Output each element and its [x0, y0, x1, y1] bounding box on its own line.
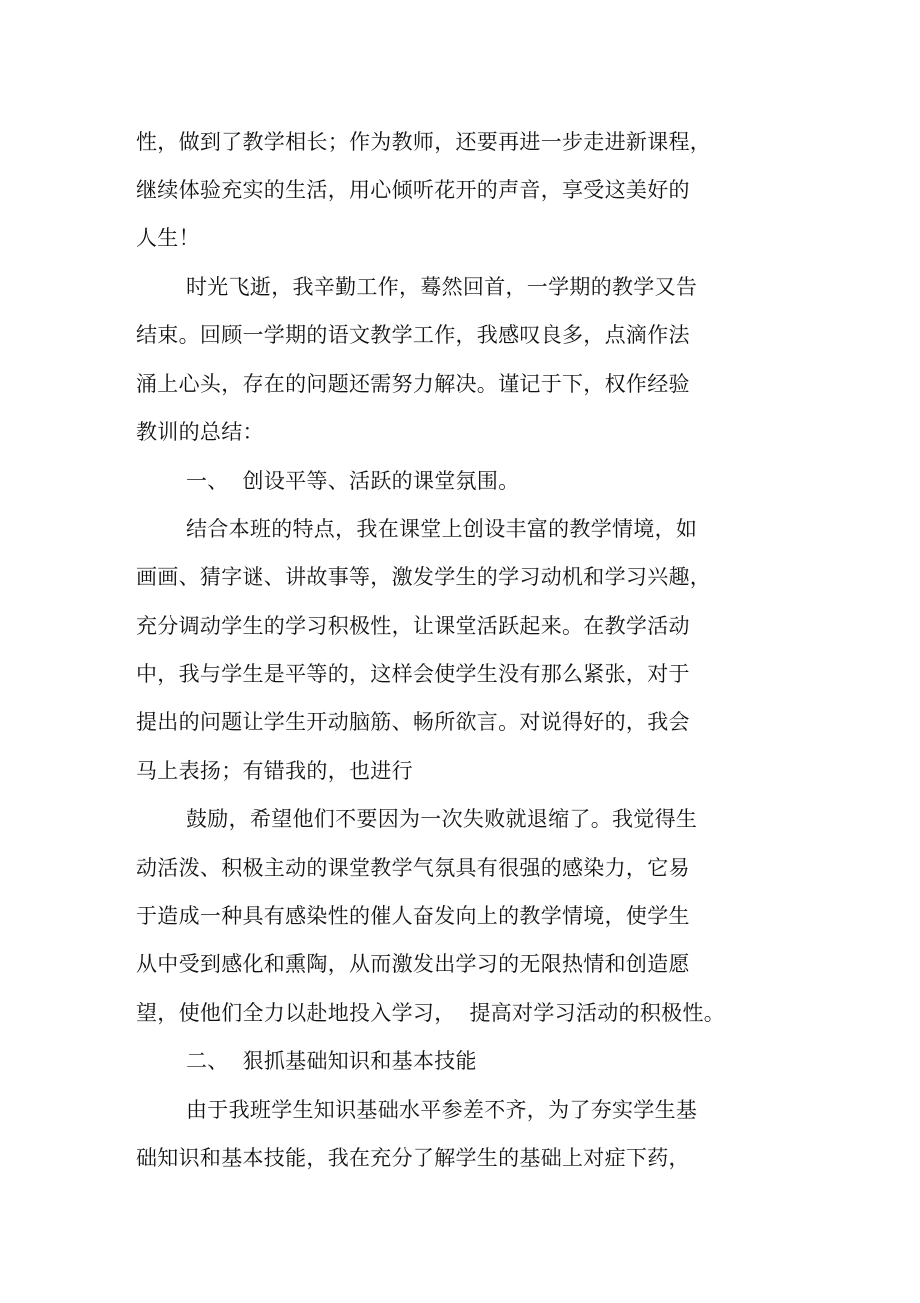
text-line: 提出的问题让学生开动脑筋、畅所欲言。对说得好的，我会: [136, 710, 690, 734]
text-line: 人生！: [136, 226, 200, 250]
text-line: 础知识和基本技能，我在充分了解学生的基础上对症下药，: [136, 1146, 690, 1170]
text-line: 充分调动学生的学习积极性，让课堂活跃起来。在教学活动: [136, 614, 690, 638]
text-line: 性，做到了教学相长；作为教师，还要再进一步走进新课程，: [136, 130, 712, 154]
text-line: 画画、猜字谜、讲故事等，激发学生的学习动机和学习兴趣，: [136, 565, 712, 589]
section-heading-2: 二、 狠抓基础知识和基本技能: [186, 1049, 477, 1073]
text-line: 结束。回顾一学期的语文教学工作，我感叹良多，点滴作法: [136, 323, 690, 347]
paragraph-first-line: 由于我班学生知识基础水平参差不齐，为了夯实学生基: [186, 1098, 698, 1122]
paragraph-first-line: 鼓励，希望他们不要因为一次失败就退缩了。我觉得生: [186, 807, 698, 831]
text-line: 教训的总结：: [136, 420, 264, 444]
text-line: 动活泼、积极主动的课堂教学气氛具有很强的感染力，它易: [136, 856, 690, 880]
text-line: 马上表扬；有错我的，也进行: [136, 759, 413, 783]
paragraph-first-line: 结合本班的特点，我在课堂上创设丰富的教学情境，如: [186, 517, 698, 541]
paragraph-first-line: 时光飞逝，我辛勤工作，蓦然回首，一学期的教学又告: [186, 275, 698, 299]
text-line: 望，使他们全力以赴地投入学习， 提高对学习活动的积极性。: [136, 1001, 726, 1025]
text-line: 从中受到感化和熏陶，从而激发出学习的无限热情和创造愿: [136, 952, 690, 976]
section-heading-1: 一、 创设平等、活跃的课堂氛围。: [186, 469, 520, 493]
text-line: 中，我与学生是平等的，这样会使学生没有那么紧张，对于: [136, 662, 690, 686]
text-line: 继续体验充实的生活，用心倾听花开的声音，享受这美好的: [136, 178, 690, 202]
text-line: 涌上心头，存在的问题还需努力解决。谨记于下，权作经验: [136, 372, 690, 396]
text-line: 于造成一种具有感染性的催人奋发向上的教学情境，使学生: [136, 904, 690, 928]
